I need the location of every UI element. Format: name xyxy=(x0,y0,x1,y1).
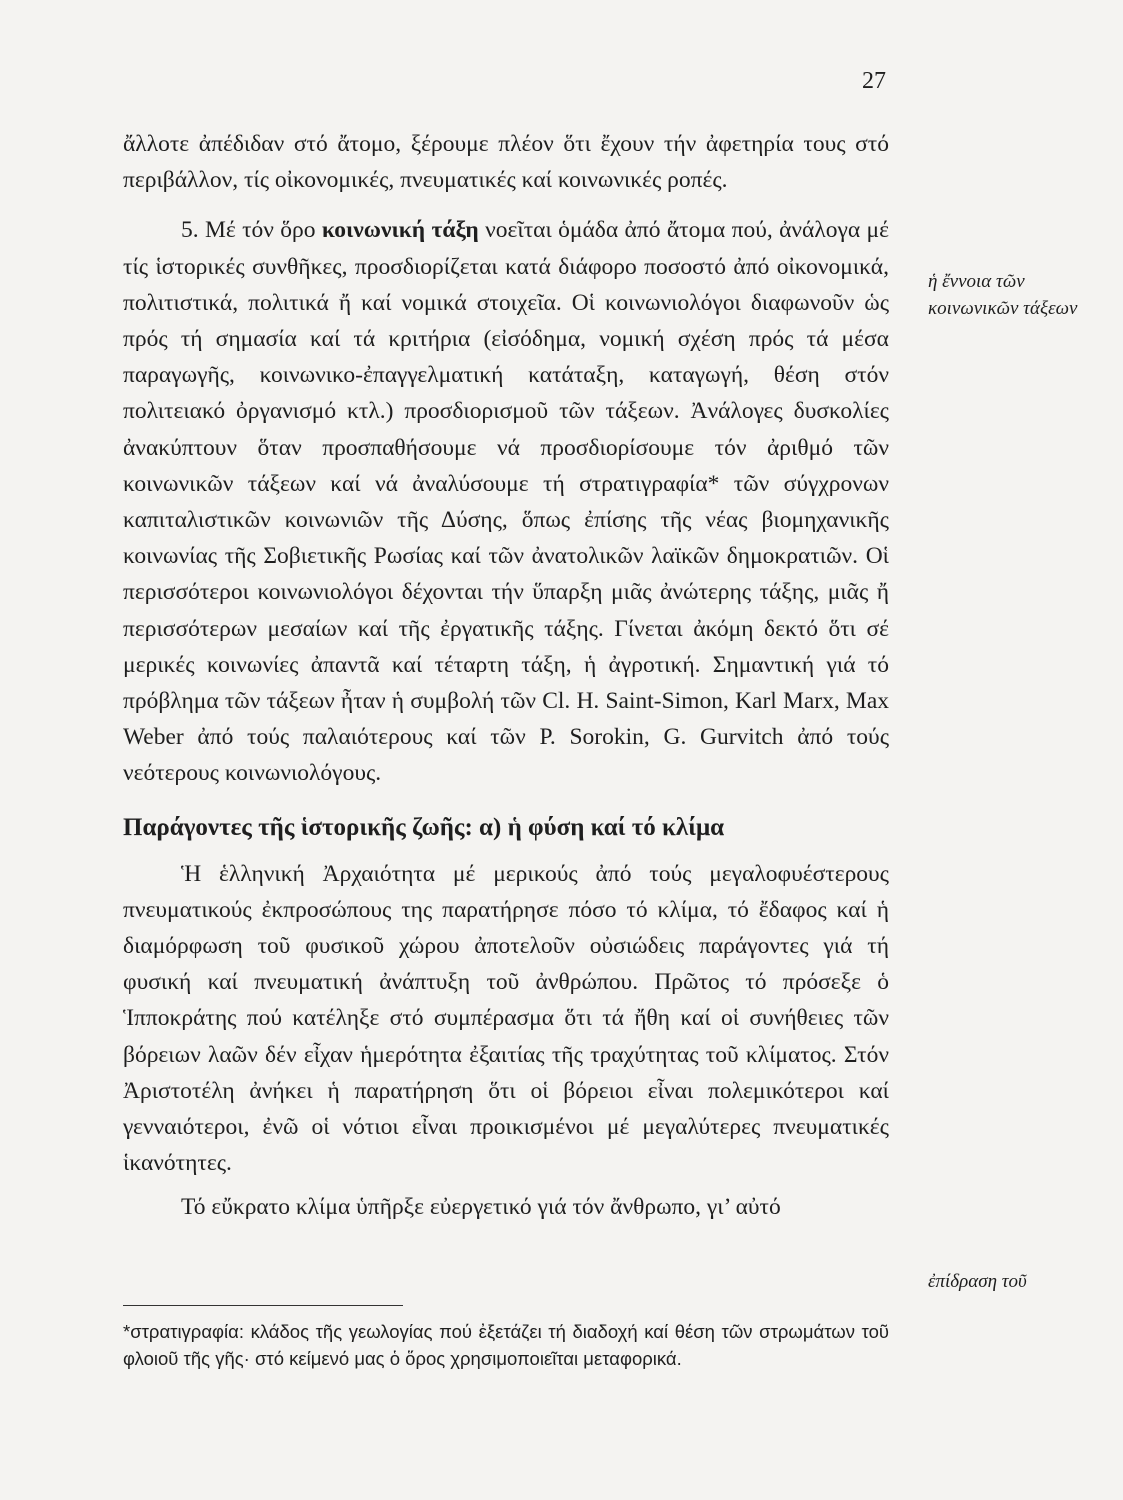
paragraph-social-class-rest: νοεῖται ὁμάδα ἀπό ἄτομα πού, ἀνάλογα μέ τίς ἱστορικές συνθῆκες, προσδιορίζεται κατά διάφορο ποσοστό ἀπό οἰκονομικά, πολιτιστικά, πολιτικά ἤ καί νομικά στοιχεῖα. Οἱ κοινωνιολόγοι διαφωνοῦν ὡς πρός τή σημασία καί τά κριτήρια (εἰσόδημα, νομική σχέση πρός τά μέσα παραγωγῆς, κοινωνικο-ἐπαγγελματική κατάταξη, καταγωγή, θέση στόν πολιτειακό ὀργανισμό κτλ.) προσδιορισμοῦ τῶν τάξεων. Ἀνάλογες δυσκολίες ἀνακύπτουν ὅταν προσπαθήσουμε νά προσδιορίσουμε τόν ἀριθμό τῶν κοινωνικῶν τάξεων καί νά ἀναλύσουμε τή στρατιγραφία* τῶν σύγχρονων καπιταλιστικῶν κοινωνιῶν τῆς Δύσης, ὅπως ἐπίσης τῆς νέας βιομηχανικῆς κοινωνίας τῆς Σοβιετικῆς Ρωσίας καί τῶν ἀνατολικῶν λαϊκῶν δημοκρατιῶν. Οἱ περισσότεροι κοινωνιολόγοι δέχονται τήν ὕπαρξη μιᾶς ἀνώτερης τάξης, μιᾶς ἤ περισσότερων μεσαίων καί τῆς ἐργατικῆς τάξης. Γίνεται ἀκόμη δεκτό ὅτι σέ μερικές κοινωνίες ἀπαντᾶ καί τέταρτη τάξη, ἡ ἀγροτική. Σημαντική γιά τό πρόβλημα τῶν τάξεων ἦταν ἡ συμβολή τῶν Cl. H. Saint-Simon, Karl Marx, Max Weber ἀπό τούς παλαιότερους καί τῶν P. Sorokin, G. Gurvitch ἀπό τούς νεότερους κοινωνιολόγους. xyxy=(123,217,890,787)
section-heading: Παράγοντες τῆς ἱστορικῆς ζωῆς: α) ἡ φύση καί τό κλίμα xyxy=(123,813,725,841)
footnote-divider xyxy=(123,1305,403,1306)
paragraph-social-class xyxy=(123,212,889,791)
footnote: *στρατιγραφία: κλάδος τῆς γεωλογίας πού ἐξετάζει τή διαδοχή καί θέση τῶν στρωμάτων τοῦ φλοιοῦ τῆς γῆς· στό κείμενό μας ὁ ὅρος χρησιμοποιεῖται μεταφορικά. xyxy=(123,1321,889,1369)
page-number: 27 xyxy=(862,68,886,94)
margin-note-social-classes: ἡ ἔννοια τῶν κοινωνικῶν τάξεων xyxy=(928,271,1078,319)
paragraph-continuation: ἄλλοτε ἀπέδιδαν στό ἄτομο, ξέρουμε πλέον ὅτι ἔχουν τήν ἀφετηρία τους στό περιβάλλον, τίς οἰκονομικές, πνευματικές καί κοινωνικές ροπές. xyxy=(123,131,889,194)
paragraph-climate: Ἡ ἑλληνική Ἀρχαιότητα μέ μερικούς ἀπό τούς μεγαλοφυέστερους πνευματικούς ἐκπροσώπους της παρατήρησε πόσο τό κλίμα, τό ἔδαφος καί ἡ διαμόρφωση τοῦ φυσικοῦ χώρου ἀποτελοῦν οὐσιώδεις παράγοντες γιά τή φυσική καί πνευματική ἀνάπτυξη τοῦ ἀνθρώπου. Πρῶτος τό πρόσεξε ὁ Ἱπποκράτης πού κατέληξε στό συμπέρασμα ὅτι τά ἤθη καί οἱ συνήθειες τῶν βόρειων λαῶν δέν εἶχαν ἡμερότητα ἐξαιτίας τῆς τραχύτητας τοῦ κλίματος. Στόν Ἀριστοτέλη ἀνήκει ἡ παρατήρηση ὅτι οἱ βόρειοι εἶναι πολεμικότεροι καί γενναιότεροι, ἐνῶ οἱ νότιοι εἶναι προικισμένοι μέ μεγαλύτερες πνευματικές ἱκανότητες. xyxy=(123,860,889,1177)
paragraph-social-class-start: 5. Μέ τόν ὅρο xyxy=(181,217,322,244)
main-text xyxy=(123,126,889,1226)
term-social-class: κοινωνική τάξη xyxy=(321,217,479,244)
paragraph-temperate-climate: Τό εὔκρατο κλίμα ὑπῆρξε εὐεργετικό γιά τόν ἄνθρωπο, γι’ αὐτό xyxy=(181,1194,781,1221)
margin-note-influence: ἐπίδραση τοῦ xyxy=(928,1271,1027,1292)
